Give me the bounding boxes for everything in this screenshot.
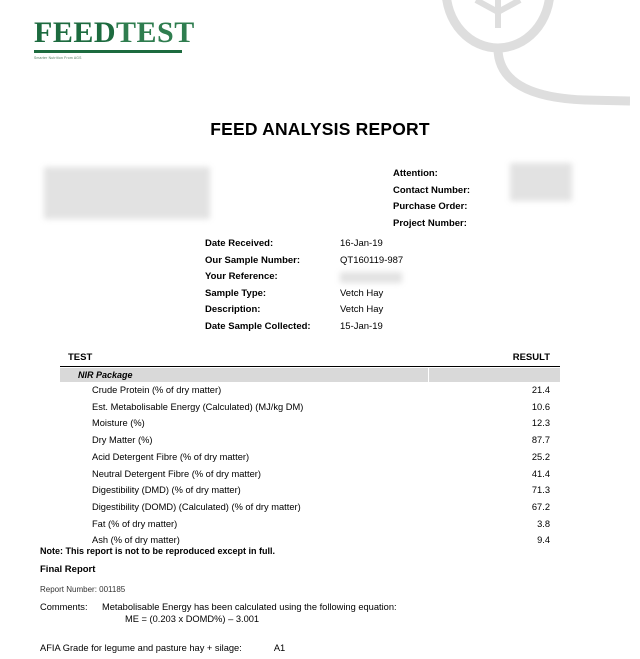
test-name: Crude Protein (% of dry matter) [92, 385, 222, 395]
test-result: 41.4 [531, 468, 550, 479]
test-result: 87.7 [531, 435, 550, 446]
test-name: Acid Detergent Fibre (% of dry matter) [92, 451, 250, 462]
afia-grade-block [40, 643, 285, 653]
watermark-graphic [380, 0, 630, 110]
test-result: 21.4 [531, 385, 550, 395]
company-logo [34, 16, 195, 60]
table-row [60, 516, 560, 533]
table-row [60, 382, 560, 399]
test-name: Est. Metabolisable Energy (Calculated) (MJ/kg DM) [92, 401, 304, 412]
sample-number-label: Our Sample Number: [205, 254, 301, 266]
reproduction-note: Note: This report is not to be reproduced except in full. [40, 546, 276, 556]
table-row [60, 432, 560, 449]
sample-number-value: QT160119-987 [340, 254, 404, 266]
date-received-value: 16-Jan-19 [340, 238, 383, 249]
column-header-result: RESULT [512, 352, 550, 363]
detail-row [205, 286, 403, 303]
test-result: 10.6 [531, 401, 550, 412]
test-name: Digestibility (DMD) (% of dry matter) [92, 485, 241, 496]
test-result: 3.8 [537, 518, 550, 529]
test-result: 12.3 [531, 418, 550, 429]
project-number-label: Project Number: [393, 217, 467, 229]
table-group-header: NIR Package [60, 368, 560, 382]
description-value: Vetch Hay [340, 304, 384, 316]
report-number: Report Number: 001185 [40, 585, 126, 594]
results-table [60, 352, 560, 549]
logo-tagline: Smarter Nutrition From AGS [34, 56, 82, 60]
test-result: 71.3 [531, 485, 550, 496]
afia-grade-label: AFIA Grade for legume and pasture hay + silage: [40, 643, 242, 653]
table-row [60, 499, 560, 516]
your-reference-label: Your Reference: [205, 271, 278, 283]
date-collected-label: Date Sample Collected: [205, 320, 311, 332]
detail-row [205, 236, 403, 253]
logo-wordmark [34, 16, 195, 49]
sample-type-value: Vetch Hay [340, 287, 384, 299]
description-label: Description: [205, 304, 261, 316]
test-name: Neutral Detergent Fibre (% of dry matter) [92, 468, 261, 479]
detail-row [205, 269, 403, 286]
comments-text: Metabolisable Energy has been calculated using the following equation: [102, 602, 397, 612]
afia-grade-value: A1 [273, 643, 286, 653]
test-name: Moisture (%) [92, 418, 145, 429]
test-result: 9.4 [537, 535, 550, 546]
table-row [60, 482, 560, 499]
logo-word-test: TEST [116, 16, 195, 49]
redacted-address-block [44, 167, 210, 219]
detail-row [205, 253, 403, 270]
test-result: 25.2 [531, 451, 550, 462]
contact-number-label: Contact Number: [393, 184, 471, 196]
detail-row [205, 319, 403, 336]
detail-row [205, 302, 403, 319]
page-title: FEED ANALYSIS REPORT [210, 119, 430, 139]
sample-details-block [205, 236, 403, 336]
date-received-label: Date Received: [205, 238, 274, 249]
table-header-row [60, 352, 560, 367]
purchase-order-label: Purchase Order: [393, 201, 468, 213]
table-row [60, 449, 560, 466]
test-name: Fat (% of dry matter) [92, 518, 178, 529]
attention-block [393, 166, 470, 232]
comments-equation: ME = (0.203 x DOMD%) – 3.001 [125, 614, 260, 624]
column-header-test: TEST [68, 352, 93, 363]
logo-word-feed: FEED [34, 16, 117, 49]
test-name: Digestibility (DOMD) (Calculated) (% of dry matter) [92, 501, 301, 512]
redacted-attention-values [510, 163, 572, 201]
logo-underline [34, 50, 182, 53]
test-result: 67.2 [531, 501, 550, 512]
table-row [60, 415, 560, 432]
attention-label: Attention: [393, 168, 438, 179]
comments-label: Comments: [40, 602, 88, 612]
table-row [60, 466, 560, 483]
final-report-label: Final Report [40, 564, 96, 575]
comments-block [40, 602, 397, 624]
test-name: Dry Matter (%) [92, 435, 153, 446]
sample-type-label: Sample Type: [205, 287, 267, 299]
test-name: Ash (% of dry matter) [92, 535, 180, 546]
date-collected-value: 15-Jan-19 [340, 320, 383, 332]
table-row [60, 399, 560, 416]
